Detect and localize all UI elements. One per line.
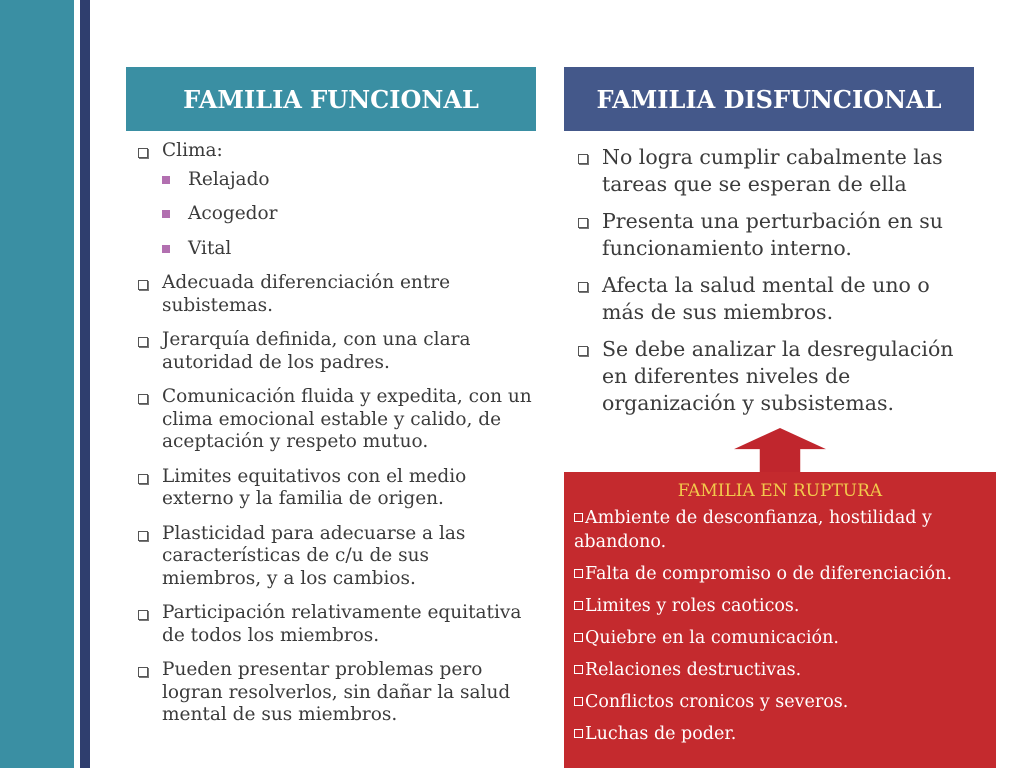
header-familia-disfuncional (564, 67, 974, 131)
list-item (574, 272, 969, 326)
ruptura-item (574, 506, 986, 554)
checkbox-bullet-icon (574, 729, 583, 738)
checkbox-bullet-icon (138, 667, 148, 677)
ruptura-item-text: Luchas de poder. (585, 724, 737, 744)
checkbox-bullet-icon (574, 601, 583, 610)
list-item-text: Se debe analizar la desregulación en diferentes niveles de organización y subsistemas. (602, 337, 954, 415)
list-item (134, 272, 534, 317)
sub-item-text: Relajado (188, 168, 270, 190)
list-item (134, 466, 534, 511)
checkbox-bullet-icon (574, 633, 583, 642)
square-bullet-icon (162, 176, 170, 184)
ruptura-title: FAMILIA EN RUPTURA (677, 481, 883, 501)
list-item-text: Clima: (162, 140, 223, 161)
list-item-text: Afecta la salud mental de uno o más de sus miembros. (602, 273, 930, 324)
list-item (134, 386, 534, 454)
ruptura-item (574, 626, 986, 650)
checkbox-bullet-icon (574, 697, 583, 706)
list-item (574, 144, 969, 198)
sub-item (134, 238, 534, 261)
ruptura-item-text: Limites y roles caoticos. (585, 596, 800, 616)
checkbox-bullet-icon (578, 346, 588, 356)
list-item-text: Limites equitativos con el medio externo y la familia de origen. (162, 465, 467, 509)
checkbox-bullet-icon (138, 337, 148, 347)
square-bullet-icon (162, 210, 170, 218)
list-item (134, 329, 534, 374)
list-item (574, 336, 969, 417)
list-item (134, 602, 534, 647)
sub-item-text: Vital (188, 237, 232, 259)
list-item-text: Pueden presentar problemas pero logran resolverlos, sin dañar la salud mental de sus miembros. (162, 659, 511, 725)
list-item-text: Presenta una perturbación en su funcionamiento interno. (602, 209, 944, 260)
checkbox-bullet-icon (138, 531, 148, 541)
header-familia-disfuncional-label: FAMILIA DISFUNCIONAL (596, 84, 942, 114)
ruptura-item (574, 722, 986, 746)
checkbox-bullet-icon (138, 394, 148, 404)
ruptura-box (564, 472, 996, 768)
ruptura-item-text: Falta de compromiso o de diferenciación. (585, 564, 952, 584)
sub-item (134, 203, 534, 226)
checkbox-bullet-icon (574, 665, 583, 674)
list-item (134, 523, 534, 591)
checkbox-bullet-icon (578, 154, 588, 164)
ruptura-item (574, 658, 986, 682)
header-familia-funcional-label: FAMILIA FUNCIONAL (183, 84, 479, 114)
list-item-text: Plasticidad para adecuarse a las características de c/u de sus miembros, y a los cambios. (162, 522, 466, 589)
list-item (134, 659, 534, 727)
left-accent-bar (0, 0, 74, 768)
list-item-text: Participación relativamente equitativa de todos los miembros. (162, 602, 522, 646)
checkbox-bullet-icon (574, 569, 583, 578)
ruptura-item (574, 562, 986, 586)
up-arrow-icon (734, 428, 826, 472)
list-item-text: Adecuada diferenciación entre subistemas. (162, 272, 451, 316)
list-item (574, 208, 969, 262)
list-item-text: No logra cumplir cabalmente las tareas que se esperan de ella (602, 145, 943, 196)
ruptura-item-text: Quiebre en la comunicación. (585, 628, 839, 648)
ruptura-item (574, 690, 986, 714)
list-item-text: Comunicación fluida y expedita, con un clima emocional estable y calido, de aceptación y respeto mutuo. (162, 386, 532, 452)
funcional-list (134, 140, 534, 739)
ruptura-item-text: Conflictos cronicos y severos. (585, 692, 849, 712)
ruptura-item-text: Ambiente de desconfianza, hostilidad y abandono. (574, 508, 932, 552)
checkbox-bullet-icon (138, 148, 148, 158)
header-familia-funcional (126, 67, 536, 131)
checkbox-bullet-icon (578, 282, 588, 292)
left-accent-stripe (80, 0, 90, 768)
checkbox-bullet-icon (574, 513, 583, 522)
sub-item-text: Acogedor (188, 203, 278, 224)
disfuncional-list (574, 144, 969, 427)
checkbox-bullet-icon (578, 218, 588, 228)
square-bullet-icon (162, 245, 170, 253)
checkbox-bullet-icon (138, 474, 148, 484)
ruptura-item (574, 594, 986, 618)
ruptura-item-text: Relaciones destructivas. (585, 660, 802, 680)
list-item-text: Jerarquía definida, con una clara autoridad de los padres. (162, 329, 471, 373)
list-item-clima (134, 140, 534, 163)
checkbox-bullet-icon (138, 280, 148, 290)
checkbox-bullet-icon (138, 610, 148, 620)
sub-item (134, 169, 534, 192)
